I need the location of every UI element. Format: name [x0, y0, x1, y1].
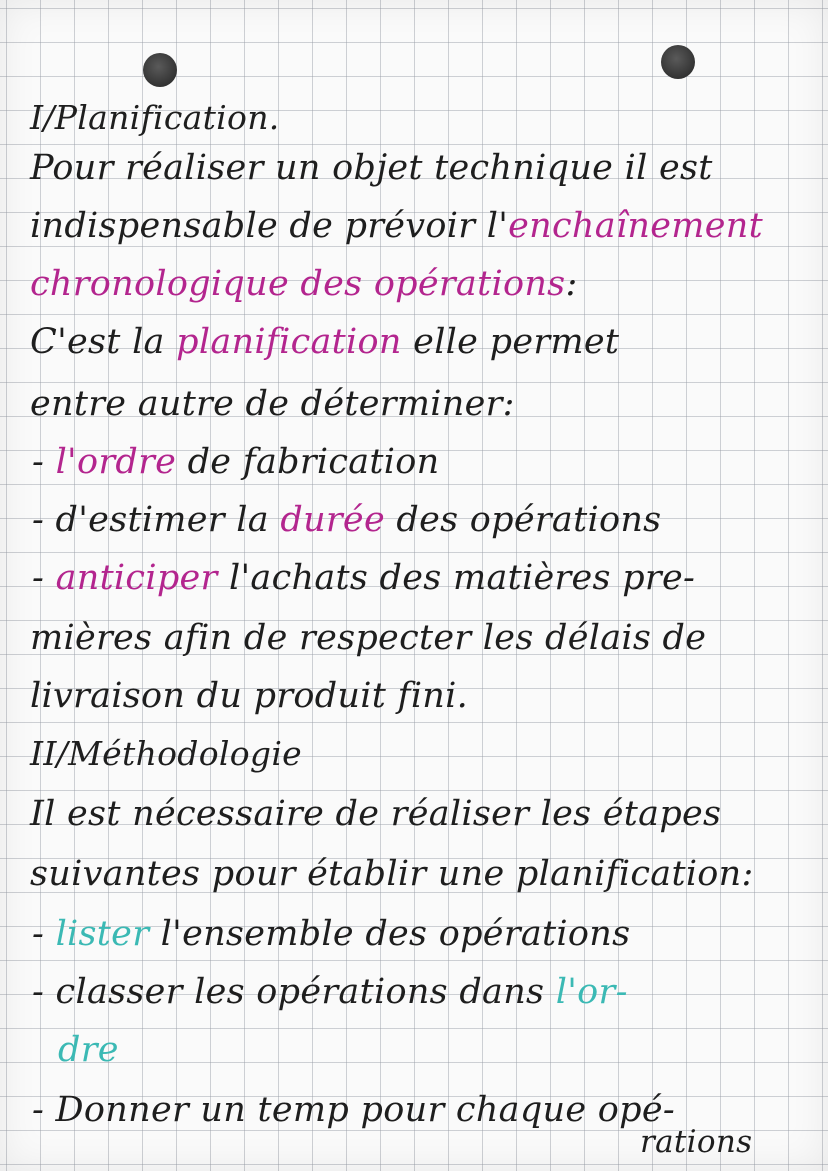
step-classer-line-2 [58, 1030, 119, 1070]
highlight-chronologique: chronologique des opérations [30, 264, 566, 304]
bullet-anticiper: - anticiper l'achats des matières pre- [32, 558, 696, 598]
paragraph-2-line-1: C'est la planification elle permet [30, 322, 620, 362]
highlight-ordre: l'ordre [55, 442, 177, 482]
bullet-anticiper-line-3: livraison du produit fini. [30, 676, 469, 716]
binder-hole-right [661, 45, 695, 79]
paragraph-1-line-2: indispensable de prévoir l'enchaînement [30, 206, 763, 246]
binder-hole-left [143, 53, 177, 87]
highlight-lister: lister [55, 914, 150, 954]
highlight-dre-teal: dre [58, 1030, 119, 1070]
paragraph-1-line-3: chronologique des opérations: [30, 264, 578, 304]
highlight-anticiper: anticiper [55, 558, 218, 598]
step-donner-line-2: rations [640, 1124, 753, 1160]
paragraph-1-line-1: Pour réaliser un objet technique il est [30, 148, 713, 188]
step-lister: - lister l'ensemble des opérations [32, 914, 631, 954]
bullet-duree: - d'estimer la durée des opérations [32, 500, 662, 540]
paragraph-3-line-1: Il est nécessaire de réaliser les étapes [30, 794, 722, 834]
paragraph-2-line-2: entre autre de déterminer: [30, 384, 515, 424]
section-1-title: I/Planification. [30, 98, 280, 137]
bullet-ordre: - l'ordre de fabrication [32, 442, 440, 482]
paragraph-3-line-2: suivantes pour établir une planification: [30, 854, 754, 894]
highlight-planification: planification [176, 322, 402, 362]
step-classer: - classer les opérations dans l'or- [32, 972, 628, 1012]
section-2-title: II/Méthodologie [30, 734, 303, 773]
step-donner: - Donner un temp pour chaque opé- [32, 1090, 676, 1130]
highlight-enchainement: enchaînement [508, 206, 763, 246]
highlight-ordre-teal: l'or- [555, 972, 628, 1012]
bullet-anticiper-line-2: mières afin de respecter les délais de [30, 618, 707, 658]
highlight-duree: durée [280, 500, 385, 540]
